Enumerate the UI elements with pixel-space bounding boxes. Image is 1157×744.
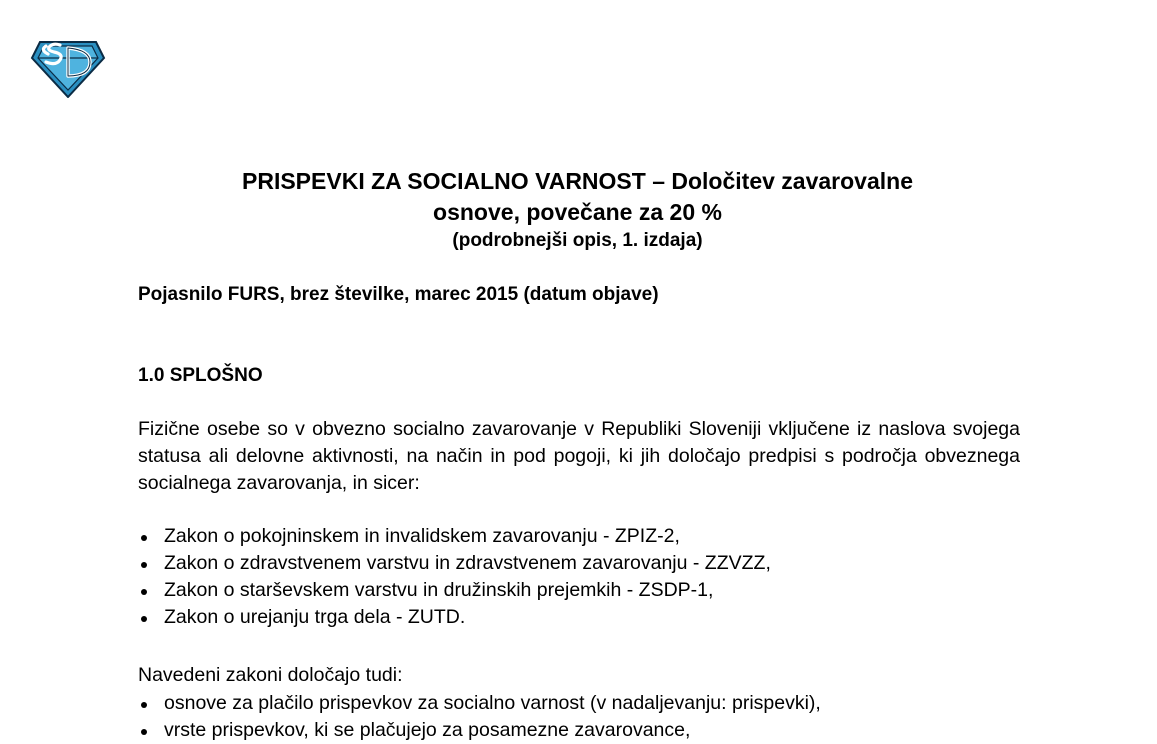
list-item: Zakon o urejanju trga dela - ZUTD. — [138, 604, 771, 631]
section-heading: 1.0 SPLOŠNO — [138, 365, 263, 386]
list-item: Zakon o zdravstvenem varstvu in zdravstvenem zavarovanju - ZZVZZ, — [138, 550, 771, 577]
list-item: osnove za plačilo prispevkov za socialno varnost (v nadaljevanju: prispevki), — [138, 690, 821, 717]
second-paragraph: Navedeni zakoni določajo tudi: — [138, 664, 403, 686]
determines-list — [138, 690, 821, 744]
intro-paragraph: Fizične osebe so v obvezno socialno zavarovanje v Republiki Sloveniji vključene iz naslova svojega statusa ali delovne aktivnosti, na način in pod pogoji, ki jih določajo predpisi s področja obveznega socialnega zavarovanja, in sicer: — [138, 418, 1020, 494]
laws-list — [138, 523, 771, 631]
document-source: Pojasnilo FURS, brez številke, marec 2015 (datum objave) — [138, 284, 659, 305]
list-item: Zakon o starševskem varstvu in družinskih prejemkih - ZSDP-1, — [138, 577, 771, 604]
list-item: Zakon o pokojninskem in invalidskem zavarovanju - ZPIZ-2, — [138, 523, 771, 550]
document-title — [130, 166, 1025, 228]
document-title-line1: PRISPEVKI ZA SOCIALNO VARNOST – Določitev zavarovalne — [242, 168, 913, 194]
document-title-line2: osnove, povečane za 20 % — [433, 199, 722, 225]
sd-diamond-logo-icon — [30, 40, 106, 98]
list-item: vrste prispevkov, ki se plačujejo za posamezne zavarovance, — [138, 717, 821, 744]
document-subtitle: (podrobnejši opis, 1. izdaja) — [452, 230, 703, 251]
